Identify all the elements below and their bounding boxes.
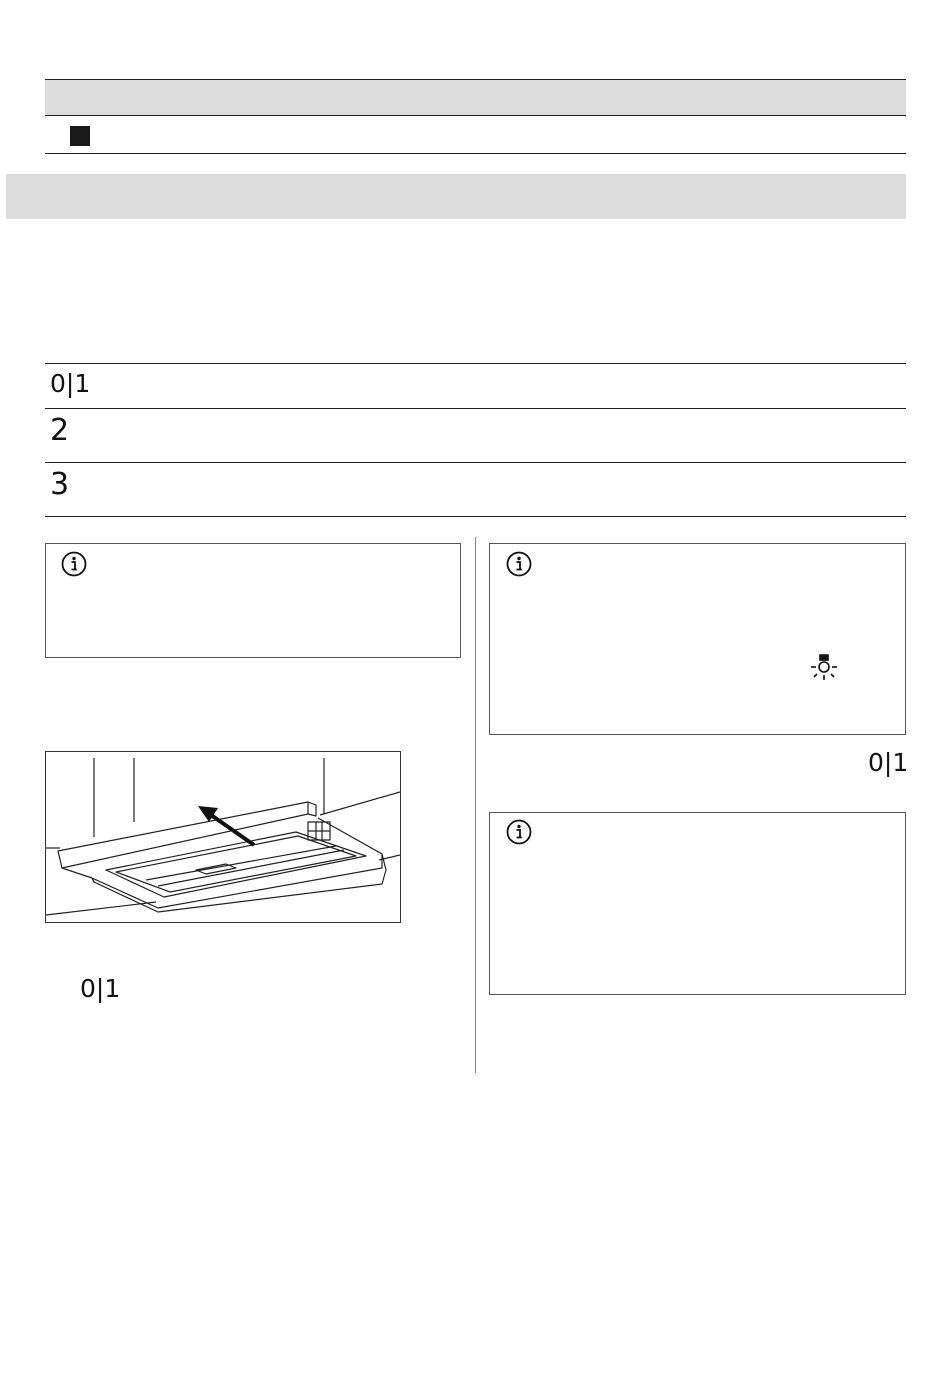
left-info-note <box>45 543 461 658</box>
legend-rule-0 <box>45 363 906 364</box>
top-table-rule-bottom <box>45 153 906 154</box>
legend-rule-1 <box>45 408 906 409</box>
info-icon <box>61 551 87 577</box>
column-divider <box>475 537 476 1073</box>
top-table-rule-mid <box>45 115 906 116</box>
cooker-hood-illustration <box>46 752 400 922</box>
section-heading-band <box>6 174 906 219</box>
hood-illustration-frame <box>45 751 401 923</box>
top-table-header-band <box>45 80 906 115</box>
left-inline-symbol-on-off: 0|1 <box>80 974 121 1003</box>
right-info-note-2 <box>489 812 906 995</box>
right-inline-symbol-on-off: 0|1 <box>868 748 909 777</box>
info-icon <box>506 551 532 577</box>
lamp-icon <box>809 653 839 683</box>
info-icon <box>506 819 532 845</box>
legend-symbol-speed-2: 2 <box>50 413 70 448</box>
legend-rule-2 <box>45 462 906 463</box>
right-info-note-1 <box>489 543 906 735</box>
legend-rule-3 <box>45 516 906 517</box>
square-marker-icon <box>70 126 90 146</box>
legend-symbol-on-off: 0|1 <box>50 369 91 398</box>
legend-symbol-speed-3: 3 <box>50 467 70 502</box>
